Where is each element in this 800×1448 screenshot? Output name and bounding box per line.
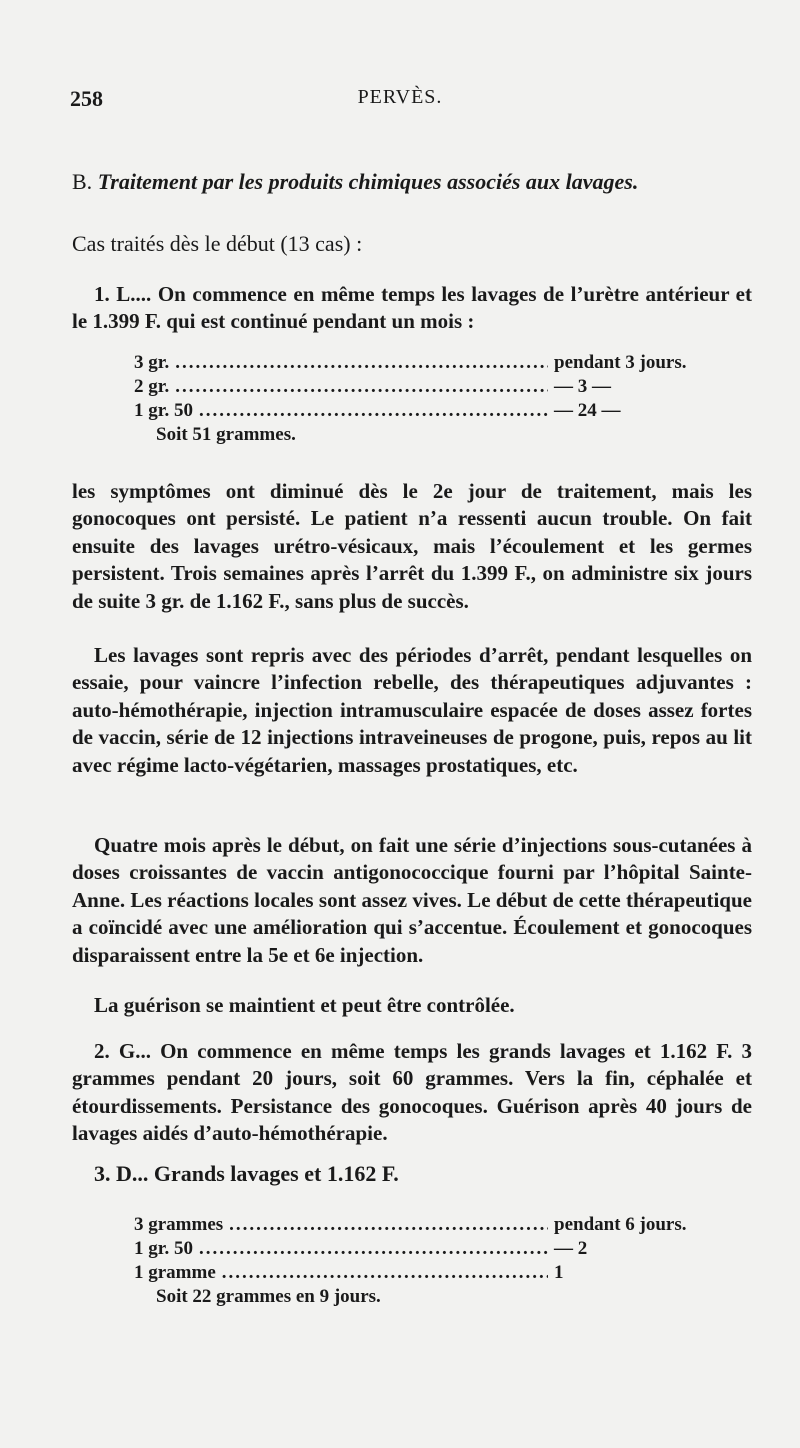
dose-row [134,1214,694,1238]
case1-intro: 1. L.... On commence en même temps les lavages de l’urètre antérieur et le 1.399 F. qui est continué pendant un mois : [72,282,752,334]
dose-row [134,400,694,424]
dose-label: 3 gr. [134,352,170,373]
section-title-text: Traitement par les produits chimiques associés aux lavages. [97,169,639,194]
dose-total: Soit 22 grammes en 9 jours. [156,1286,381,1307]
dose-duration: — 2 [554,1238,588,1259]
dose-row [134,1262,694,1286]
case2-paragraph: 2. G... On commence en même temps les grands lavages et 1.162 F. 3 grammes pendant 20 jours, soit 60 grammes. Vers la fin, céphalée et étourdissements. Persistance des gonocoques. Guérison après 40 jours de lavages aidés d’auto-hémothérapie. [72,1039,752,1146]
case1-paragraph-cure: La guérison se maintient et peut être contrôlée. [94,993,515,1017]
dose-label: 2 gr. [134,376,170,397]
dose-duration: — 3 — [554,376,611,397]
leader-dots [175,352,548,374]
case1-paragraph-vaccine: Quatre mois après le début, on fait une série d’injections sous-cutanées à doses croissantes de vaccin antigonococcique fourni par l’hôpital Sainte-Anne. Les réactions locales sont assez vives. Le début de cette thérapeutique a coïncidé avec une amélioration qui s’accentue. Écoulement et gonocoques disparaissent entre la 5e et 6e injection. [72,833,752,967]
case1-paragraph-symptoms: les symptômes ont diminué dès le 2e jour de traitement, mais les gonocoques ont persisté. Le patient n’a ressenti aucun trouble. On fait ensuite des lavages urétro-vésicaux, mais l’écoulement et les germes persistent. Trois semaines après l’arrêt du 1.399 F., on administre six jours de suite 3 gr. de 1.162 F., sans plus de succès. [72,479,752,613]
running-head: PERVÈS. [357,86,443,108]
leader-dots [199,1238,548,1260]
dose-label: 1 gramme [134,1262,216,1283]
section-letter: B. [72,169,93,194]
case1-dose-list [134,352,694,450]
leader-dots [199,400,548,422]
case3-dose-list [134,1214,694,1312]
dose-row [134,376,694,400]
section-title [72,168,752,195]
page-header [70,86,730,116]
subheading: Cas traités dès le début (13 cas) : [72,231,363,256]
leader-dots [175,376,548,398]
dose-label: 1 gr. 50 [134,1238,193,1259]
dose-duration: pendant 3 jours. [554,352,687,373]
dose-duration: pendant 6 jours. [554,1214,687,1235]
page-number: 258 [70,86,103,111]
dose-duration: — 24 — [554,400,621,421]
dose-label: 3 grammes [134,1214,224,1235]
leader-dots [229,1214,548,1236]
dose-label: 1 gr. 50 [134,400,193,421]
leader-dots [222,1262,548,1284]
dose-row [134,1238,694,1262]
dose-total: Soit 51 grammes. [156,424,296,445]
case1-paragraph-lavages: Les lavages sont repris avec des périodes d’arrêt, pendant lesquelles on essaie, pour vaincre l’infection rebelle, des thérapeutiques adjuvantes : auto-hémothérapie, injection intramusculaire espacée de doses assez fortes de vaccin, série de 12 injections intraveineuses de progone, puis, repos au lit avec régime lacto-végétarien, massages prostatiques, etc. [72,643,752,777]
dose-duration: 1 [554,1262,564,1283]
case3-intro: 3. D... Grands lavages et 1.162 F. [94,1161,399,1186]
dose-row [134,352,694,376]
